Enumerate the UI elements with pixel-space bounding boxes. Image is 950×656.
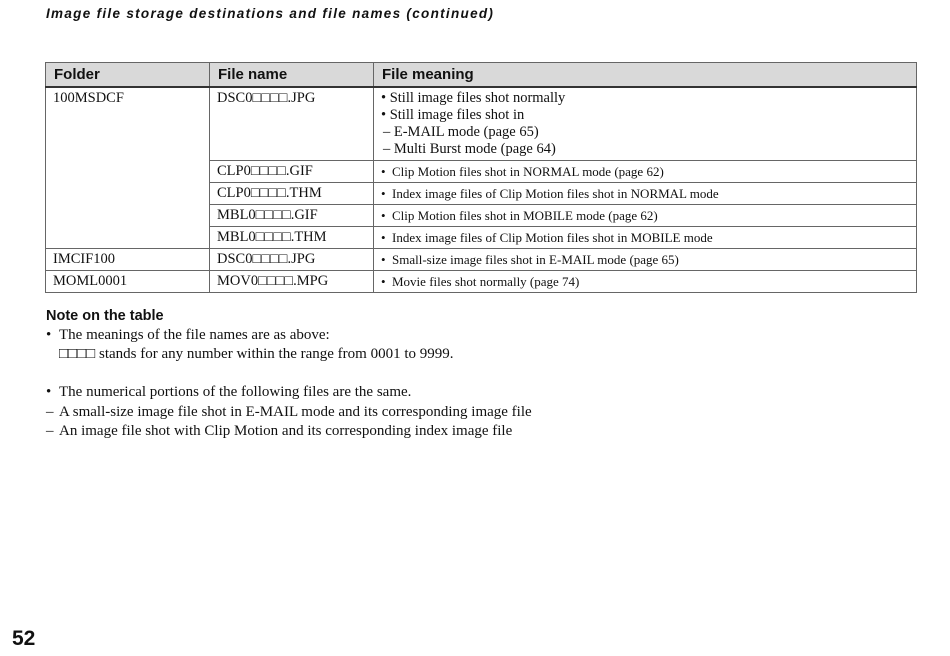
meaning-line: • Still image files shot normally [381, 90, 566, 106]
meaning-text: Index image files of Clip Motion files shot in NORMAL mode [392, 186, 719, 201]
bullet: • [46, 384, 52, 400]
column-header-file-name: File name [210, 63, 374, 88]
note-bullet-2 [46, 384, 411, 401]
bullet: • [381, 208, 386, 223]
folder-cell: IMCIF100 [46, 249, 210, 271]
note-bullet-1 [46, 327, 330, 344]
note-text: An image file shot with Clip Motion and its corresponding index image file [59, 423, 513, 439]
meaning-line: – E-MAIL mode (page 65) [383, 124, 539, 140]
file-meaning-cell [374, 249, 917, 271]
table-row [46, 271, 917, 293]
bullet: • [381, 186, 386, 201]
note-text: □□□□ stands for any number within the range from 0001 to 9999. [59, 346, 454, 362]
note-placeholder-line [46, 346, 454, 363]
table-row [46, 249, 917, 271]
note-text: The numerical portions of the following files are the same. [59, 384, 412, 400]
dash: – [46, 423, 54, 439]
file-meaning-cell [374, 271, 917, 293]
column-header-file-meaning: File meaning [374, 63, 917, 88]
table-row [46, 87, 917, 161]
meaning-text: Index image files of Clip Motion files shot in MOBILE mode [392, 230, 713, 245]
note-title: Note on the table [46, 308, 164, 324]
file-meaning-cell [374, 227, 917, 249]
folder-cell: 100MSDCF [46, 87, 210, 249]
page-number: 52 [12, 627, 36, 650]
file-meaning-cell [374, 183, 917, 205]
file-name-cell: CLP0□□□□.GIF [210, 161, 374, 183]
meaning-line: • Still image files shot in [381, 107, 525, 123]
file-name-cell: DSC0□□□□.JPG [210, 87, 374, 161]
file-meaning-cell [374, 87, 917, 161]
column-header-folder: Folder [46, 63, 210, 88]
file-meaning-cell [374, 205, 917, 227]
note-text: The meanings of the file names are as above: [59, 327, 330, 343]
table-header-row [46, 63, 917, 88]
meaning-line: – Multi Burst mode (page 64) [383, 141, 556, 157]
page-header: Image file storage destinations and file names (continued) [46, 6, 495, 21]
file-name-cell: MBL0□□□□.THM [210, 227, 374, 249]
bullet: • [381, 274, 386, 289]
meaning-text: Movie files shot normally (page 74) [392, 274, 580, 289]
file-name-cell: CLP0□□□□.THM [210, 183, 374, 205]
folder-cell: MOML0001 [46, 271, 210, 293]
bullet: • [381, 252, 386, 267]
bullet: • [381, 230, 386, 245]
note-text: A small-size image file shot in E-MAIL mode and its corresponding image file [59, 404, 532, 420]
meaning-text: Clip Motion files shot in MOBILE mode (page 62) [392, 208, 658, 223]
file-table [45, 62, 917, 293]
meaning-text: Clip Motion files shot in NORMAL mode (page 62) [392, 164, 664, 179]
bullet: • [381, 164, 386, 179]
file-meaning-cell [374, 161, 917, 183]
file-name-cell: MBL0□□□□.GIF [210, 205, 374, 227]
bullet: • [46, 327, 52, 343]
note-dash-2 [46, 423, 512, 440]
dash: – [46, 404, 54, 420]
meaning-text: Small-size image files shot in E-MAIL mode (page 65) [392, 252, 679, 267]
file-name-cell: DSC0□□□□.JPG [210, 249, 374, 271]
note-dash-1 [46, 404, 532, 421]
file-name-cell: MOV0□□□□.MPG [210, 271, 374, 293]
